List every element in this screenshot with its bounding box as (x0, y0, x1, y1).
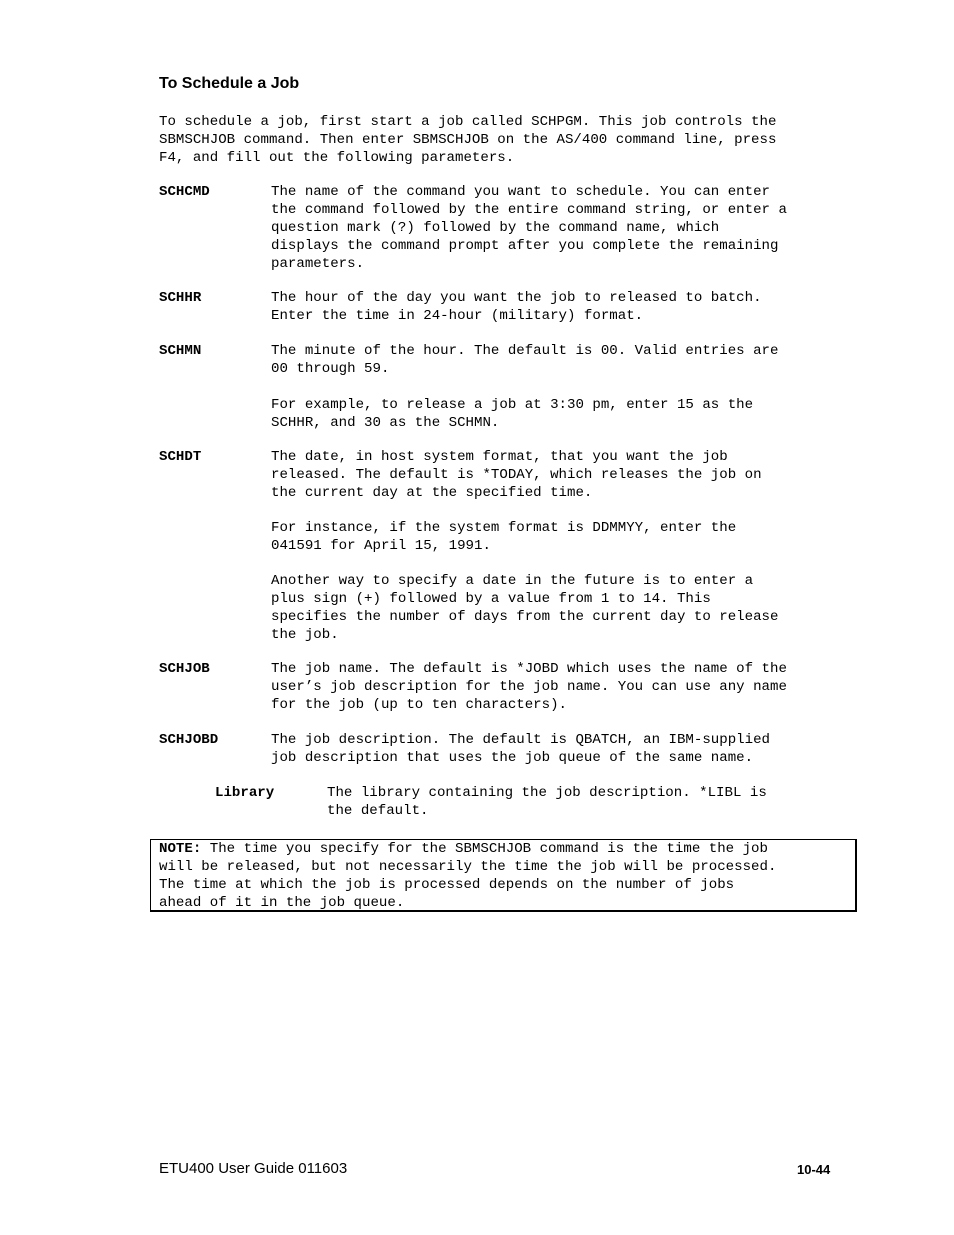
parameter-description: The hour of the day you want the job to released to batch. Enter the time in 24-hour (military) format. (271, 290, 762, 324)
note-text (159, 840, 776, 912)
note-label: NOTE: (159, 841, 202, 857)
parameter-note: Another way to specify a date in the future is to enter a plus sign (+) followed by a value from 1 to 14. This specifies the number of days from the current day to release the job. (271, 573, 779, 643)
sub-parameter-name: Library (215, 785, 275, 801)
section-heading: To Schedule a Job (159, 75, 300, 92)
intro-paragraph: To schedule a job, first start a job called SCHPGM. This job controls the SBMSCHJOB command. Then enter SBMSCHJOB on the AS/400 command line, press F4, and fill out the following parameters. (159, 114, 777, 166)
parameter-example: For example, to release a job at 3:30 pm, enter 15 as the SCHHR, and 30 as the SCHMN. (271, 397, 754, 431)
parameter-description: The job description. The default is QBATCH, an IBM-supplied job description that uses the job queue of the same name. (271, 732, 770, 766)
parameter-name: SCHMN (159, 343, 202, 359)
parameter-description: The minute of the hour. The default is 00. Valid entries are 00 through 59. (271, 343, 779, 377)
parameter-name: SCHCMD (159, 184, 210, 200)
parameter-name: SCHHR (159, 290, 202, 306)
note-body: The time you specify for the SBMSCHJOB command is the time the job will be released, but not necessarily the time the job will be processed. The time at which the job is processed depends on the number of jobs ahead of it in the job queue. (159, 841, 777, 911)
parameter-example: For instance, if the system format is DDMMYY, enter the 041591 for April 15, 1991. (271, 520, 737, 554)
parameter-description: The name of the command you want to schedule. You can enter the command followed by the entire command string, or enter a question mark (?) followed by the command name, which displays the command prompt after you complete the remaining parameters. (271, 184, 787, 272)
footer-page-number: 10-44 (797, 1162, 831, 1177)
footer-document-title: ETU400 User Guide 011603 (159, 1160, 348, 1177)
parameter-description: The job name. The default is *JOBD which uses the name of the user’s job description for the job name. You can use any name for the job (up to ten characters). (271, 661, 787, 713)
parameter-name: SCHJOB (159, 661, 210, 677)
parameter-description: The date, in host system format, that you want the job released. The default is *TODAY, which releases the job on the current day at the specified time. (271, 449, 762, 501)
parameter-name: SCHDT (159, 449, 202, 465)
sub-parameter-description: The library containing the job description. *LIBL is the default. (327, 785, 767, 819)
parameter-name: SCHJOBD (159, 732, 219, 748)
note-box (150, 839, 857, 912)
